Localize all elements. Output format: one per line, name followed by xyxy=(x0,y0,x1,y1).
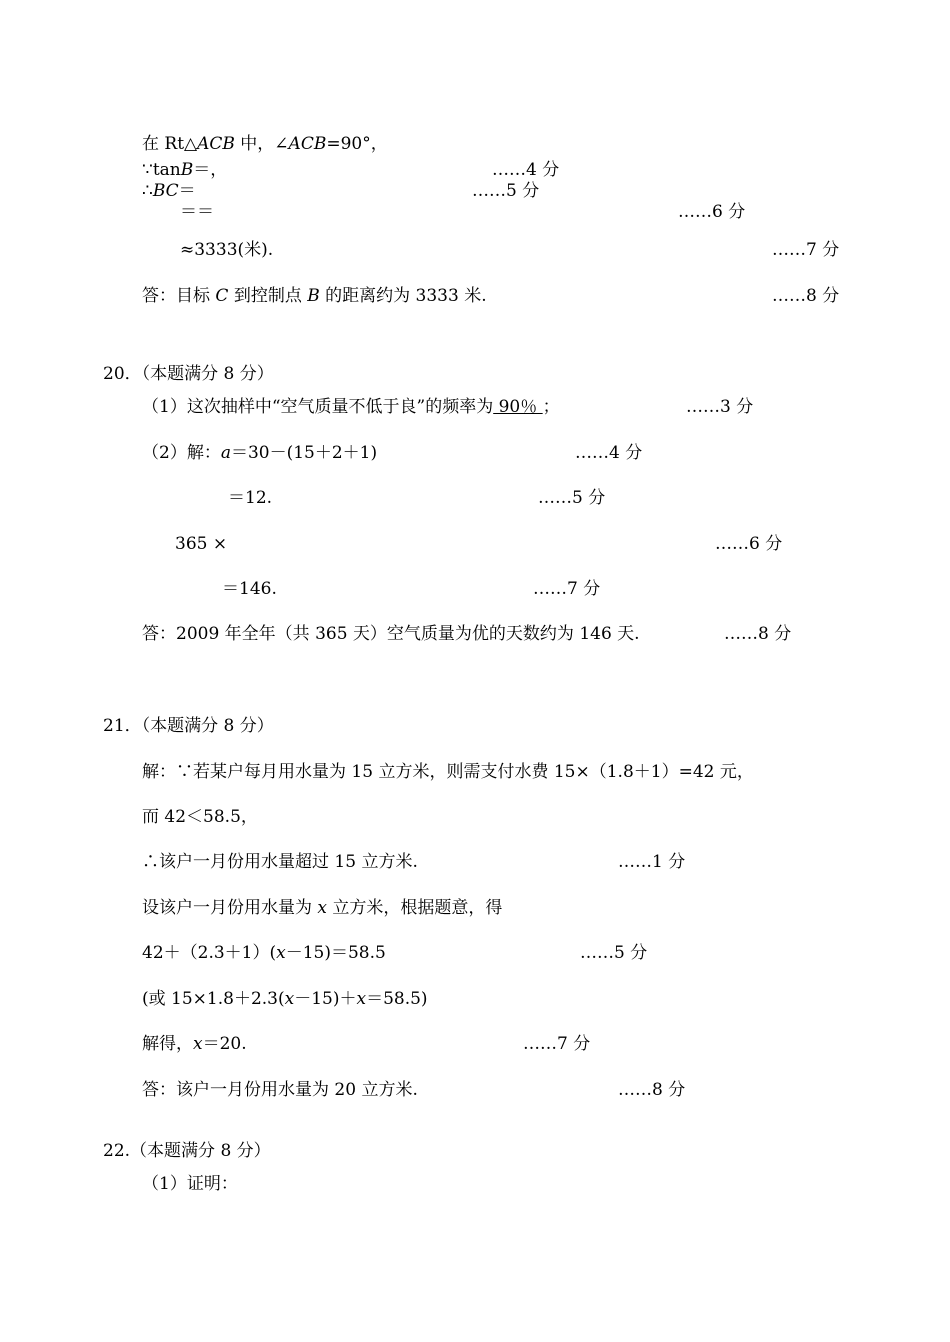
q20-heading: 20．（本题满分 8 分） xyxy=(103,364,274,384)
q21-answer: 答：该户一月份用水量为 20 立方米. xyxy=(142,1080,418,1100)
q20-score-4: ……4 分 xyxy=(575,443,643,463)
q21-line-2: 而 42＜58.5， xyxy=(142,807,258,827)
q19-score-7: ……7 分 xyxy=(772,240,840,260)
q19-line-3: ∴BC＝ xyxy=(142,181,196,201)
q20-score-7: ……7 分 xyxy=(533,579,601,599)
q21-line-1: 解：∵若某户每月用水量为 15 立方米，则需支付水费 15×（1.8＋1）=42 元， xyxy=(142,762,754,782)
q19-line-4: ＝＝ xyxy=(180,202,214,222)
q21-heading: 21．（本题满分 8 分） xyxy=(103,716,274,736)
q21-line-3: ∴该户一月份用水量超过 15 立方米. xyxy=(142,852,418,872)
q20-blank-answer: 90％ xyxy=(493,397,543,417)
q21-score-7: ……7 分 xyxy=(523,1034,591,1054)
q20-part1: （1）这次抽样中“空气质量不低于良”的频率为 90％ ； xyxy=(142,397,560,417)
q21-score-8: ……8 分 xyxy=(618,1080,686,1100)
q21-score-1: ……1 分 xyxy=(618,852,686,872)
q20-step-365: 365 × xyxy=(175,534,228,554)
q21-solution: 解得，x＝20. xyxy=(142,1034,247,1054)
q19-score-6: ……6 分 xyxy=(678,202,746,222)
q19-score-8: ……8 分 xyxy=(772,286,840,306)
q20-score-6: ……6 分 xyxy=(715,534,783,554)
q21-alt-equation: (或 15×1.8＋2.3(x－15)＋x＝58.5) xyxy=(142,989,428,1009)
q20-step-12: ＝12. xyxy=(228,488,273,508)
q21-line-4: 设该户一月份用水量为 x 立方米，根据题意，得 xyxy=(142,898,503,918)
q20-answer: 答：2009 年全年（共 365 天）空气质量为优的天数约为 146 天. xyxy=(142,624,640,644)
q19-score-4: ……4 分 xyxy=(492,160,560,180)
q20-score-5: ……5 分 xyxy=(538,488,606,508)
q19-answer: 答：目标 C 到控制点 B 的距离约为 3333 米. xyxy=(142,286,487,306)
q19-line-2: ∵tanB＝， xyxy=(142,160,228,180)
q20-score-8: ……8 分 xyxy=(724,624,792,644)
q20-score-3: ……3 分 xyxy=(686,397,754,417)
q22-line-1: （1）证明： xyxy=(142,1174,238,1194)
q19-line-5: ≈3333(米). xyxy=(180,240,274,260)
q19-line-1: 在 Rt△ACB 中，∠ACB=90°， xyxy=(142,134,388,154)
q21-score-5: ……5 分 xyxy=(580,943,648,963)
q20-part2: （2）解：a＝30－(15＋2＋1) xyxy=(142,443,378,463)
q20-step-146: ＝146. xyxy=(222,579,277,599)
q21-equation: 42＋（2.3＋1）(x－15)＝58.5 xyxy=(142,943,386,963)
q19-score-5: ……5 分 xyxy=(472,181,540,201)
q22-heading: 22.（本题满分 8 分） xyxy=(103,1141,271,1161)
